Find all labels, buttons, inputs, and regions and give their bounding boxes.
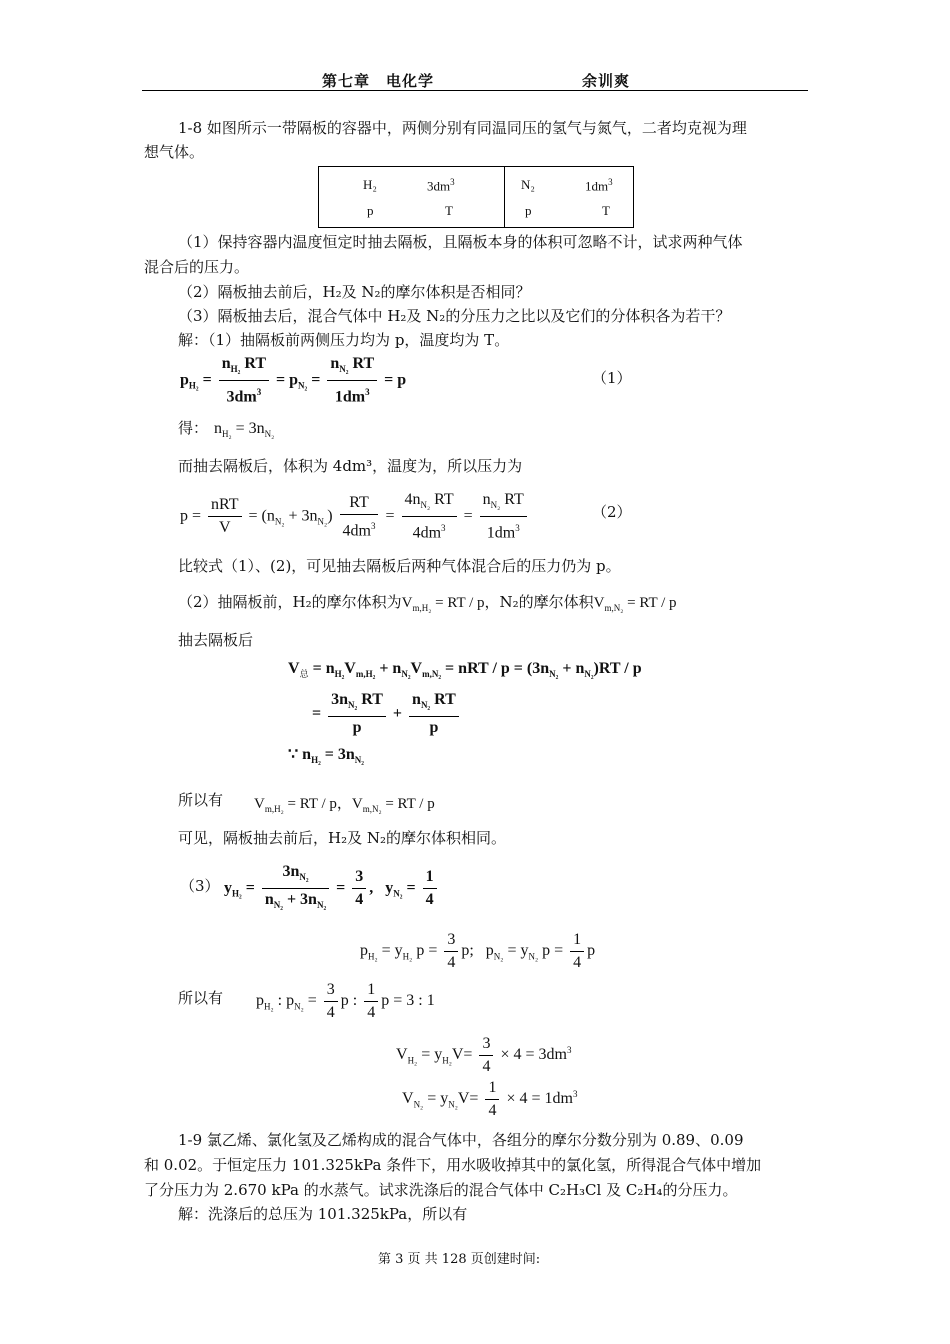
- equation-1-number: （1）: [592, 369, 632, 387]
- equation-2-number: （2）: [592, 503, 632, 521]
- de-label: 得：: [178, 419, 209, 437]
- question-1-line2: 混合后的压力。: [144, 258, 250, 276]
- problem-1-9-line1: 1-9 氯乙烯、氯化氢及乙烯构成的混合气体中，各组分的摩尔分数分别为 0.89、0.09: [178, 1131, 744, 1149]
- equation-v-total-line2: = $\frac{3n_{N_2} RT}{p}$ + $\frac{n_{N_2} RT}{p}$: [312, 690, 462, 738]
- problem-1-9-line2: 和 0.02。于恒定压力 101.325kPa 条件下，用水吸收掉其中的氯化氢，所得混合气体中增加: [144, 1156, 762, 1174]
- header-rule: [142, 90, 808, 91]
- problem-1-9-solution: 解：洗涤后的总压为 101.325kPa，所以有: [178, 1205, 468, 1223]
- equation-because: ∵ $n_{H_2} = 3n_{N_2}$: [288, 746, 364, 766]
- equation-pressure-ratio: $p_{H_2}$ : $p_{N_2}$ = $\frac{3}{4}$ p : $\frac{1}{4}$ p = 3 : 1: [256, 981, 435, 1021]
- left-temperature: T: [445, 203, 453, 218]
- solution-6: 可见，隔板抽去前后，H₂及 N₂的摩尔体积相同。: [178, 829, 507, 847]
- equation-v-total: $V_总 = n_{H_2}V_{m,H_2} + n_{N_2}V_{m,N_2}$ = nRT / $p = (3n_{N_2} + n_{N_2})RT / p$: [288, 660, 642, 680]
- container-diagram: [318, 166, 634, 228]
- equation-v-n2: $V_{N_2} = y_{N_2}V=$ $\frac{1}{4}$ × $4 = 1dm^3$: [402, 1079, 578, 1119]
- equation-1: $p_{H_2}$ = $\frac{n_{H_2} RT}{3dm^3}$ = $p_{N_2}$ = $\frac{n_{N_2} RT}{1dm^3}$ = p: [180, 355, 407, 406]
- solution-4: （2）抽隔板前，H₂的摩尔体积为$V_{m,H_2}$ = RT / p，N₂的摩尔体积$V_{m,N_2}$ = RT / p: [178, 593, 677, 613]
- equation-partial-pressures: $p_{H_2} = y_{H_2}$ p = $\frac{3}{4}$ p; $p_{N_2} = y_{N_2}$ p = $\frac{1}{4}$ p: [360, 931, 596, 971]
- solution-3: 比较式（1）、(2)，可见抽去隔板后两种气体混合后的压力仍为 p。: [178, 557, 621, 575]
- solution-1: 解：（1）抽隔板前两侧压力均为 p，温度均为 T。: [178, 331, 510, 349]
- question-3: （3）隔板抽去后，混合气体中 H₂及 N₂的分压力之比以及它们的分体积各为若干？: [178, 307, 731, 325]
- problem-1-9-line3: 了分压力为 2.670 kPa 的水蒸气。试求洗涤后的混合气体中 C₂H₃Cl 及 C₂H₄的分压力。: [144, 1181, 738, 1199]
- solution-5: 抽去隔板后: [178, 631, 254, 649]
- right-volume: $1dm^3$: [585, 177, 613, 194]
- left-pressure: p: [367, 203, 374, 218]
- left-gas: H₂: [363, 177, 377, 192]
- equation-molar-volumes: $V_{m,H_2}$ = RT / p，$V_{m,N_2}$ = RT / p: [254, 796, 435, 814]
- question-1-line1: （1）保持容器内温度恒定时抽去隔板，且隔板本身的体积可忽略不计，试求两种气体: [178, 233, 743, 251]
- problem-1-8-intro-line1: 1-8 如图所示一带隔板的容器中，两侧分别有同温同压的氢气与氮气，二者均克视为理: [178, 119, 747, 137]
- right-temperature: T: [602, 203, 610, 218]
- solution-2: 而抽去隔板后，体积为 4dm³，温度为，所以压力为: [178, 457, 523, 475]
- right-pressure: p: [525, 203, 532, 218]
- question-2: （2）隔板抽去前后，H₂及 N₂的摩尔体积是否相同？: [178, 283, 531, 301]
- equation-v-h2: $V_{H_2} = y_{H_2}V=$ $\frac{3}{4}$ × $4 = 3dm^3$: [396, 1035, 572, 1075]
- equation-mole-fractions: $y_{H_2}$ = $\frac{3n_{N_2}}{n_{N_2} + 3n_{N_2}}$ = $\frac{3}{4}$ , $y_{N_2}$ = $\frac{1}{4}$: [224, 862, 440, 915]
- chapter-title: 第七章 电化学: [322, 72, 435, 90]
- equation-2: p = $\frac{\text{nRT}}{V}$ = $(n_{N_2} + 3n_{N_2})$ $\frac{RT}{4dm^3}$ = $\frac{4n_{N_2} RT}{4dm^3}$ = $\frac{n_{N_2} RT}{1dm^3}$: [180, 490, 530, 544]
- right-gas: N₂: [521, 177, 535, 192]
- problem-1-8-intro-line2: 想气体。: [144, 143, 205, 161]
- partition: [504, 167, 505, 227]
- author-name: 余训爽: [582, 72, 631, 90]
- page-footer: 第 3 页 共 128 页创建时间:: [378, 1252, 541, 1267]
- equation-nH2-3nN2: $n_{H_2} = 3n_{N_2}$: [214, 420, 275, 440]
- suoyi-label-2: 所以有: [178, 989, 224, 1007]
- part-3-label: （3）: [180, 877, 220, 895]
- left-volume: $3dm^3$: [427, 177, 455, 194]
- suoyi-label-1: 所以有: [178, 791, 224, 809]
